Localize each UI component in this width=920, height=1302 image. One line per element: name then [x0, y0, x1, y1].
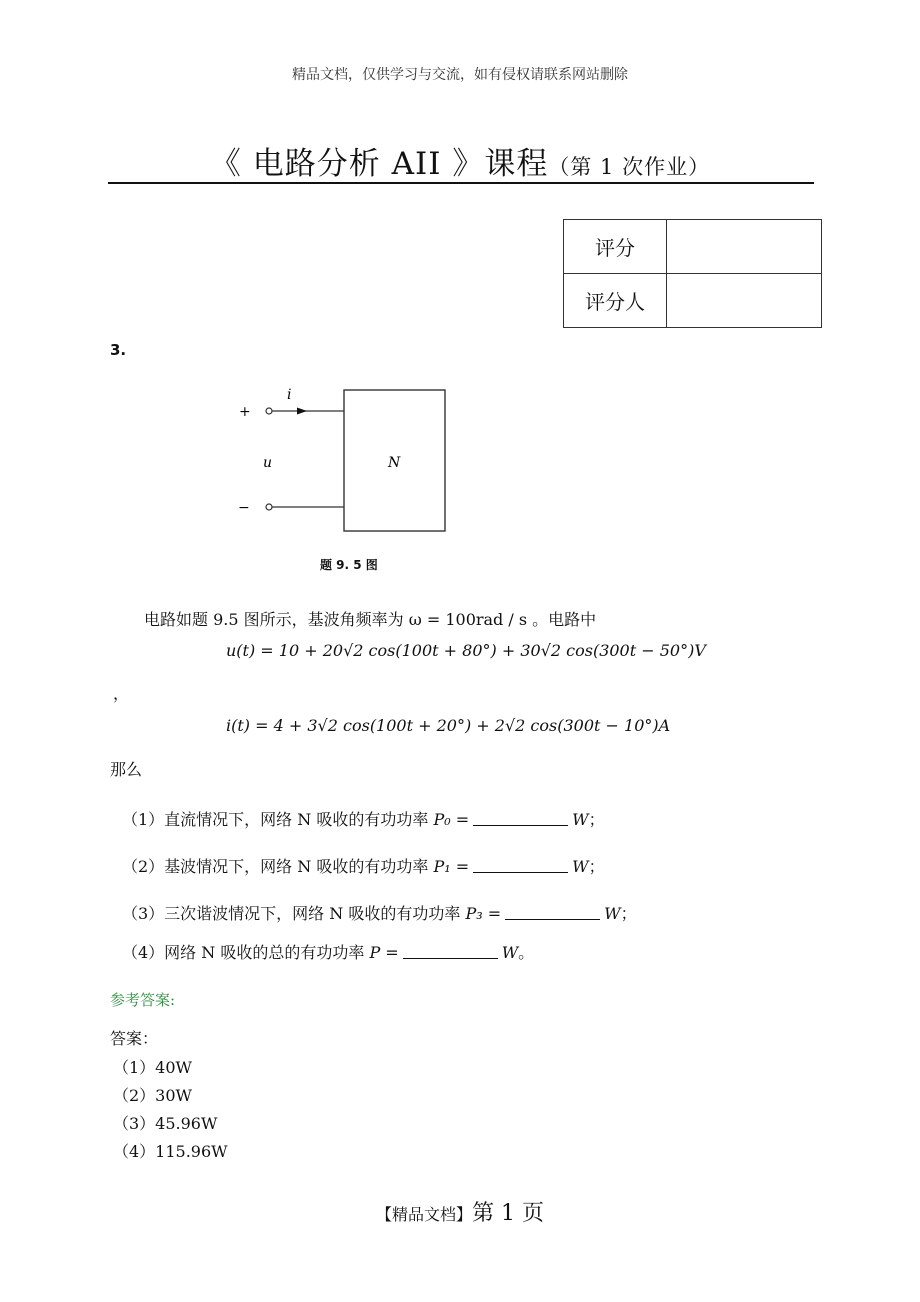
current-label: i: [287, 387, 292, 403]
question-item: （2）基波情况下，网络 N 吸收的有功功率 P₁ = W；: [122, 857, 605, 876]
plus-sign: +: [239, 404, 251, 420]
answer-blank: [473, 809, 568, 826]
voltage-label: u: [263, 455, 273, 471]
answer-item: （2）30W: [113, 1086, 192, 1105]
title-rule: [108, 182, 814, 184]
question-item: （4）网络 N 吸收的总的有功功率 P = W。: [122, 943, 535, 962]
equation-separator: ，: [113, 684, 130, 703]
question-intro: 电路如题 9.5 图所示，基波角频率为 ω = 100rad / s 。电路中: [144, 610, 597, 629]
answer-blank: [505, 903, 600, 920]
page-footer: [0, 1196, 920, 1227]
title-main: 《 电路分析 AII 》课程: [209, 146, 549, 182]
title-sub: （第 1 次作业）: [548, 155, 711, 179]
minus-sign: −: [238, 500, 250, 516]
answer-blank: [403, 942, 498, 959]
score-label: 评分: [564, 220, 667, 274]
score-cell: [667, 220, 822, 274]
network-label: N: [388, 455, 401, 471]
question-item: （3）三次谐波情况下，网络 N 吸收的有功功率 P₃ = W；: [122, 904, 637, 923]
reference-answer-label: 参考答案:: [110, 991, 176, 1009]
answer-item: （3）45.96W: [113, 1114, 218, 1133]
page-title: [0, 138, 920, 183]
question-item: （1）直流情况下，网络 N 吸收的有功功率 P₀ = W；: [122, 810, 605, 829]
answer-blank: [473, 856, 568, 873]
question-number: 3.: [110, 341, 127, 359]
grader-cell: [667, 274, 822, 328]
page-number: 第 1 页: [472, 1201, 544, 1226]
terminal-top: [266, 408, 272, 414]
circuit-figure: [225, 380, 465, 545]
footer-bracket: 【精品文档】: [376, 1205, 473, 1224]
equation-voltage: u(t) = 10 + 20√2 cos(100t + 80°) + 30√2 cos(300t − 50°)V: [226, 641, 706, 660]
current-arrow-icon: [297, 408, 307, 415]
then-label: 那么: [110, 760, 143, 779]
terminal-bottom: [266, 504, 272, 510]
equation-current: i(t) = 4 + 3√2 cos(100t + 20°) + 2√2 cos(300t − 10°)A: [226, 716, 671, 735]
figure-caption: 题 9. 5 图: [320, 558, 378, 572]
answer-item: （4）115.96W: [113, 1142, 228, 1161]
watermark-header: 精品文档，仅供学习与交流，如有侵权请联系网站删除: [292, 67, 628, 83]
grader-label: 评分人: [564, 274, 667, 328]
answer-label: 答案：: [110, 1029, 159, 1048]
answer-item: （1）40W: [113, 1058, 192, 1077]
score-table: [563, 219, 822, 328]
